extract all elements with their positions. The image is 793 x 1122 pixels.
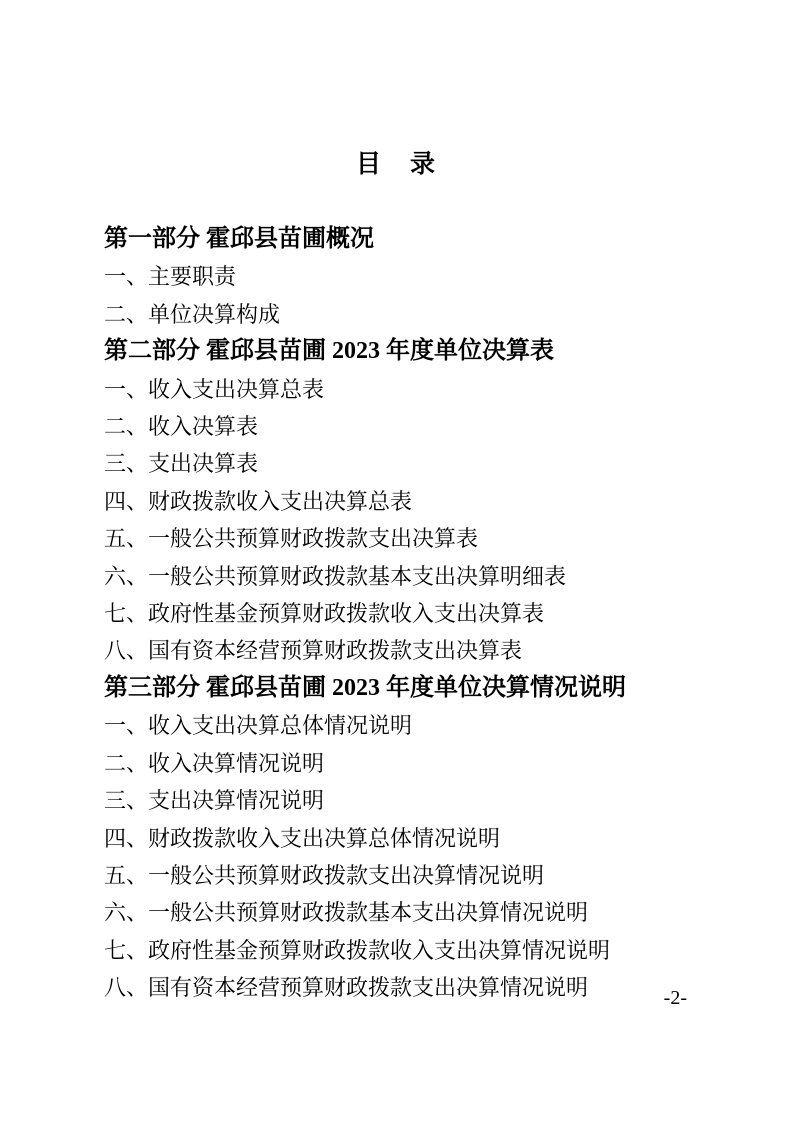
toc-item: 二、单位决算构成	[104, 301, 281, 327]
section-heading-part3: 第三部分 霍邱县苗圃 2023 年度单位决算情况说明	[104, 674, 626, 701]
toc-item: 一、收入支出决算总体情况说明	[104, 713, 413, 739]
toc-item: 八、国有资本经营预算财政拨款支出决算情况说明	[104, 975, 589, 1001]
toc-item: 二、收入决算表	[104, 414, 259, 440]
toc-item: 三、支出决算情况说明	[104, 788, 325, 814]
table-of-contents	[104, 146, 689, 1007]
toc-item: 三、支出决算表	[104, 451, 259, 477]
toc-item: 二、收入决算情况说明	[104, 750, 325, 776]
page-title: 目 录	[355, 151, 437, 178]
toc-item: 七、政府性基金预算财政拨款收入支出决算情况说明	[104, 937, 611, 963]
toc-item: 八、国有资本经营预算财政拨款支出决算表	[104, 638, 523, 664]
section-heading-part1: 第一部分 霍邱县苗圃概况	[104, 226, 374, 252]
toc-item: 五、一般公共预算财政拨款支出决算表	[104, 526, 479, 552]
toc-item: 六、一般公共预算财政拨款基本支出决算明细表	[104, 563, 567, 589]
page-number: -2-	[663, 987, 687, 1009]
toc-item: 一、主要职责	[104, 264, 237, 290]
section-heading-part2: 第二部分 霍邱县苗圃 2023 年度单位决算表	[104, 338, 554, 365]
toc-item: 七、政府性基金预算财政拨款收入支出决算表	[104, 601, 545, 627]
toc-item: 六、一般公共预算财政拨款基本支出决算情况说明	[104, 900, 589, 926]
toc-item: 四、财政拨款收入支出决算总体情况说明	[104, 825, 501, 851]
toc-item: 一、收入支出决算总表	[104, 376, 325, 402]
toc-item: 五、一般公共预算财政拨款支出决算情况说明	[104, 862, 545, 888]
toc-item: 四、财政拨款收入支出决算总表	[104, 488, 413, 514]
